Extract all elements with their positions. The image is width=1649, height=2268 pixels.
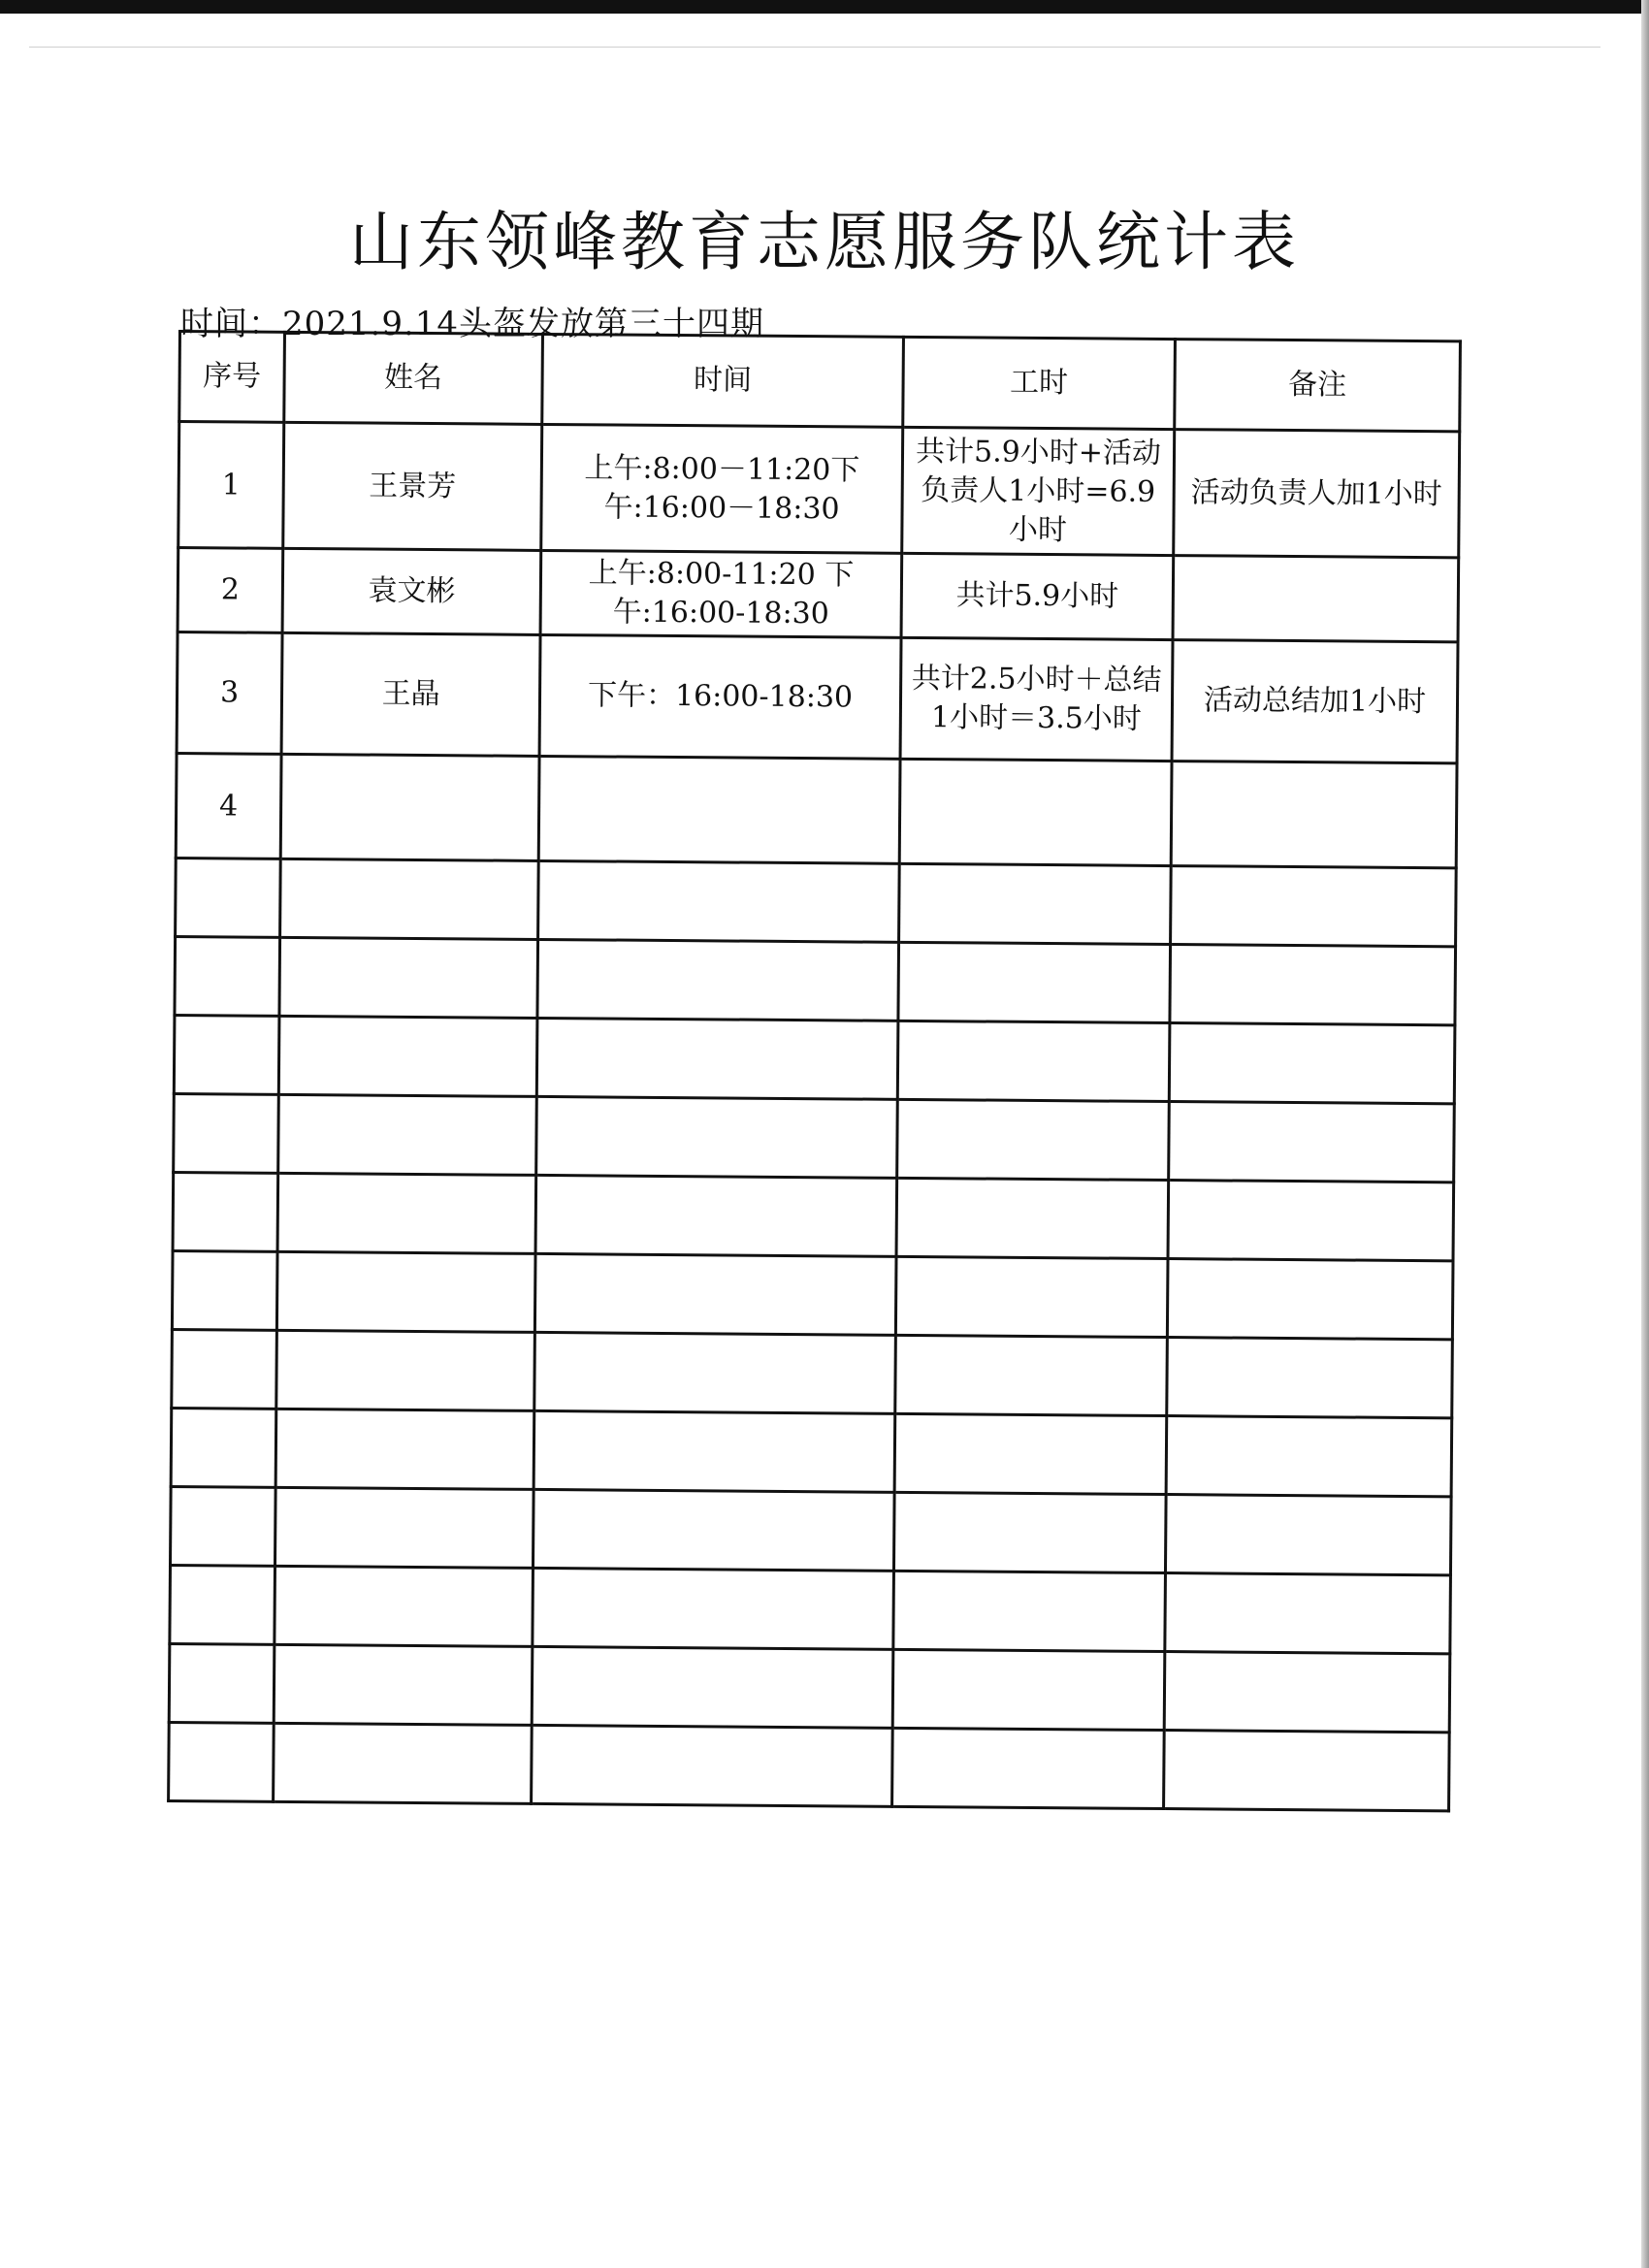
- table-row-empty: [170, 1565, 1451, 1653]
- cell-name: 王景芳: [283, 422, 542, 550]
- cell-empty: [897, 1099, 1170, 1180]
- cell-empty: [170, 1565, 275, 1644]
- cell-empty: [174, 1015, 279, 1094]
- cell-name: [280, 754, 539, 860]
- cell-seq: 4: [176, 753, 281, 859]
- cell-empty: [176, 858, 281, 937]
- cell-note: 活动负责人加1小时: [1174, 430, 1460, 558]
- cell-empty: [894, 1413, 1167, 1494]
- cell-time: 下午：16:00-18:30: [539, 634, 901, 759]
- cell-empty: [1169, 1102, 1455, 1183]
- cell-name: 王晶: [281, 632, 540, 756]
- cell-empty: [893, 1492, 1166, 1572]
- cell-empty: [1165, 1573, 1451, 1654]
- cell-empty: [173, 1172, 278, 1251]
- cell-empty: [276, 1330, 535, 1410]
- header-seq: 序号: [179, 332, 285, 423]
- cell-empty: [278, 1016, 537, 1096]
- cell-empty: [1170, 945, 1456, 1025]
- cell-empty: [1165, 1495, 1451, 1575]
- cell-time: 上午:8:00－11:20下午:16:00－18:30: [541, 424, 903, 553]
- page-title: 山东领峰教育志愿服务队统计表: [349, 205, 1300, 279]
- scan-line: [29, 47, 1600, 48]
- cell-empty: [170, 1486, 275, 1566]
- cell-hours: [899, 759, 1172, 865]
- cell-empty: [280, 859, 539, 939]
- cell-time: [538, 756, 900, 863]
- cell-empty: [1166, 1416, 1452, 1497]
- scan-edge-right: [1641, 0, 1649, 2268]
- cell-empty: [893, 1571, 1166, 1651]
- cell-empty: [169, 1722, 275, 1801]
- table-row-empty: [169, 1722, 1450, 1810]
- cell-seq: 2: [178, 548, 283, 633]
- header-time: 时间: [542, 334, 904, 427]
- cell-name: 袁文彬: [282, 548, 541, 634]
- table-row-empty: [170, 1486, 1451, 1574]
- cell-empty: [275, 1566, 534, 1646]
- table-row-empty: [173, 1172, 1454, 1260]
- cell-empty: [532, 1646, 893, 1728]
- cell-hours: 共计2.5小时＋总结1小时＝3.5小时: [900, 637, 1173, 761]
- cell-empty: [274, 1723, 533, 1803]
- cell-empty: [538, 860, 900, 942]
- table-header-row: [179, 332, 1461, 432]
- cell-empty: [534, 1332, 896, 1413]
- cell-empty: [169, 1643, 275, 1723]
- header-note: 备注: [1175, 340, 1461, 432]
- cell-empty: [1167, 1259, 1453, 1340]
- cell-empty: [175, 936, 280, 1016]
- volunteer-statistics-table: [167, 330, 1462, 1812]
- cell-empty: [1164, 1731, 1450, 1811]
- cell-note: [1173, 556, 1459, 642]
- cell-empty: [534, 1253, 896, 1335]
- cell-empty: [898, 942, 1171, 1022]
- cell-empty: [275, 1487, 534, 1568]
- table-row-empty: [172, 1250, 1453, 1339]
- cell-empty: [1171, 866, 1457, 947]
- table-row-empty: [174, 1015, 1455, 1103]
- cell-empty: [1167, 1338, 1453, 1418]
- cell-empty: [899, 863, 1172, 944]
- cell-empty: [275, 1409, 534, 1489]
- cell-note: [1171, 761, 1457, 868]
- cell-seq: 1: [178, 422, 284, 549]
- cell-empty: [537, 939, 899, 1021]
- table-row: [177, 632, 1458, 763]
- cell-empty: [892, 1728, 1165, 1808]
- cell-empty: [895, 1335, 1168, 1415]
- cell-empty: [171, 1408, 276, 1487]
- cell-empty: [172, 1250, 277, 1330]
- cell-empty: [174, 1093, 279, 1173]
- table-row-empty: [171, 1408, 1452, 1496]
- cell-empty: [892, 1649, 1165, 1730]
- cell-empty: [536, 1096, 898, 1178]
- table-row: [178, 548, 1459, 642]
- cell-time: 上午:8:00-11:20 下午:16:00-18:30: [540, 550, 902, 637]
- table-row-empty: [169, 1643, 1450, 1732]
- cell-empty: [534, 1410, 895, 1492]
- scan-edge-top: [0, 0, 1649, 14]
- table-row: [178, 422, 1460, 558]
- header-name: 姓名: [284, 332, 543, 424]
- table-row: [176, 753, 1457, 867]
- cell-empty: [1164, 1652, 1450, 1733]
- cell-empty: [276, 1251, 535, 1332]
- cell-empty: [277, 1173, 536, 1253]
- table-row-empty: [174, 1093, 1455, 1182]
- cell-empty: [1169, 1023, 1455, 1104]
- cell-note: 活动总结加1小时: [1172, 640, 1458, 763]
- cell-empty: [172, 1329, 277, 1409]
- cell-empty: [533, 1489, 894, 1571]
- cell-empty: [278, 1094, 537, 1175]
- cell-hours: 共计5.9小时: [901, 553, 1174, 639]
- cell-empty: [896, 1178, 1169, 1258]
- cell-hours: 共计5.9小时+活动负责人1小时=6.9小时: [902, 427, 1175, 555]
- cell-empty: [1168, 1181, 1454, 1261]
- cell-empty: [897, 1021, 1170, 1101]
- cell-empty: [535, 1175, 897, 1256]
- table-row-empty: [172, 1329, 1453, 1417]
- cell-empty: [536, 1018, 898, 1099]
- cell-empty: [532, 1725, 893, 1806]
- cell-empty: [279, 937, 538, 1018]
- table-row-empty: [176, 858, 1457, 946]
- empty-rows-group: [169, 858, 1457, 1810]
- cell-seq: 3: [177, 632, 282, 755]
- table-row-empty: [175, 936, 1456, 1024]
- cell-empty: [533, 1568, 894, 1649]
- subtitle-date-line: 时间：2021.9.14头盔发放第三十四期: [180, 305, 765, 343]
- cell-empty: [895, 1256, 1168, 1337]
- cell-empty: [274, 1644, 533, 1725]
- header-hours: 工时: [903, 337, 1176, 429]
